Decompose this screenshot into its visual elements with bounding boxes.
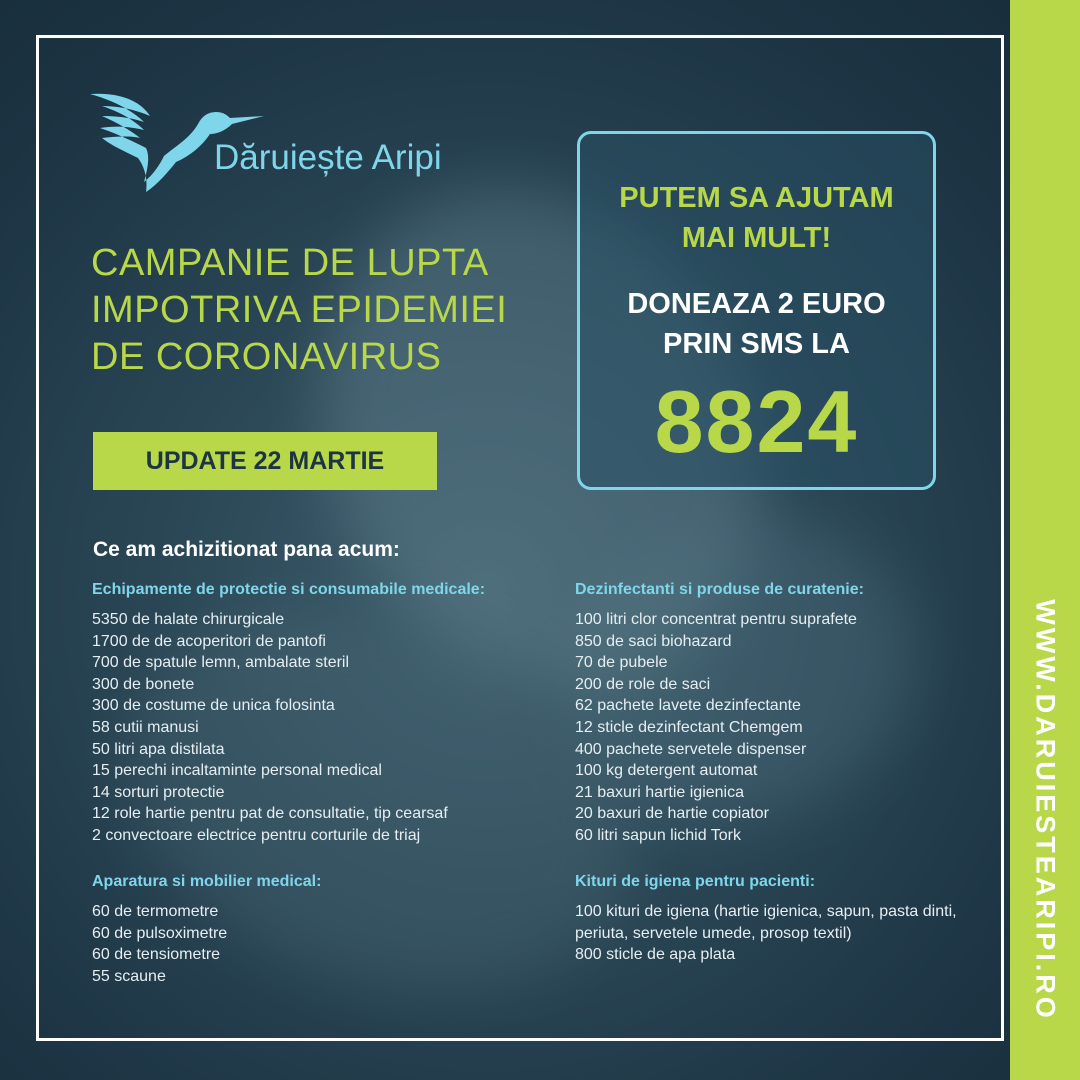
donate-headline [580, 178, 933, 258]
campaign-title-line: IMPOTRIVA EPIDEMIEI [91, 289, 508, 331]
campaign-title-line: CAMPANIE DE LUPTA [91, 242, 489, 284]
list-item: 1700 de de acoperitori de pantofi [92, 632, 326, 650]
list-item: 58 cutii manusi [92, 718, 199, 736]
list-item: 20 baxuri de hartie copiator [575, 805, 769, 823]
list-item: 60 de tensiometre [92, 946, 221, 964]
item-list [575, 901, 995, 966]
website-url[interactable]: WWW.DARUIESTEARIPI.RO [1030, 599, 1061, 1021]
section-title: Aparatura si mobilier medical: [92, 873, 322, 890]
list-item: 100 kg detergent automat [575, 762, 758, 780]
section-disinfectants [575, 581, 995, 847]
list-item: 70 de pubele [575, 654, 668, 672]
list-item: 700 de spatule lemn, ambalate steril [92, 654, 350, 672]
section-title: Kituri de igiena pentru pacienti: [575, 873, 816, 890]
list-item: 12 sticle dezinfectant Chemgem [575, 718, 803, 736]
acquired-title: Ce am achizitionat pana acum: [93, 538, 400, 561]
donate-instruction [580, 284, 933, 364]
logo [88, 86, 442, 196]
list-item: 15 perechi incaltaminte personal medical [92, 762, 382, 780]
list-item: 5350 de halate chirurgicale [92, 611, 285, 628]
update-badge: UPDATE 22 MARTIE [93, 432, 437, 490]
list-item: 60 de termometre [92, 903, 219, 920]
list-item: 850 de saci biohazard [575, 632, 732, 650]
section-title: Dezinfectanti si produse de curatenie: [575, 581, 864, 598]
list-item: 100 litri clor concentrat pentru suprafete [575, 611, 857, 628]
campaign-title-line: DE CORONAVIRUS [91, 336, 442, 378]
donate-headline-line: PUTEM SA AJUTAM [619, 182, 894, 214]
item-list [92, 609, 512, 847]
list-item: 2 convectoare electrice pentru corturile de triaj [92, 826, 421, 844]
list-item: 12 role hartie pentru pat de consultatie, tip cearsaf [92, 805, 448, 823]
list-item: 14 sorturi protectie [92, 783, 225, 801]
donate-instruction-line: DONEAZA 2 EURO [627, 288, 886, 320]
list-item: 300 de bonete [92, 675, 195, 693]
section-medical-equipment [92, 873, 512, 987]
campaign-title [91, 240, 561, 381]
list-item: 300 de costume de unica folosinta [92, 697, 335, 715]
list-item: 60 litri sapun lichid Tork [575, 826, 742, 844]
logo-text: Dăruiește Aripi [214, 138, 442, 177]
item-list [92, 901, 512, 987]
section-protective-equipment [92, 581, 512, 847]
section-hygiene-kits [575, 873, 995, 966]
donate-instruction-line: PRIN SMS LA [663, 328, 850, 360]
list-item: 50 litri apa distilata [92, 740, 225, 758]
section-title: Echipamente de protectie si consumabile medicale: [92, 581, 486, 598]
list-item: 55 scaune [92, 967, 166, 985]
list-item: 60 de pulsoximetre [92, 924, 228, 942]
donate-headline-line: MAI MULT! [681, 222, 832, 254]
item-list [575, 609, 995, 847]
list-item: 21 baxuri hartie igienica [575, 783, 744, 801]
donate-box [577, 131, 936, 490]
list-item: 62 pachete lavete dezinfectante [575, 697, 801, 715]
sms-number: 8824 [654, 372, 859, 471]
list-item: 100 kituri de igiena (hartie igienica, sapun, pasta dinti, periuta, servetele umede, prosop textil) [575, 903, 957, 942]
list-item: 200 de role de saci [575, 675, 711, 693]
list-item: 400 pachete servetele dispenser [575, 740, 807, 758]
list-item: 800 sticle de apa plata [575, 946, 736, 964]
